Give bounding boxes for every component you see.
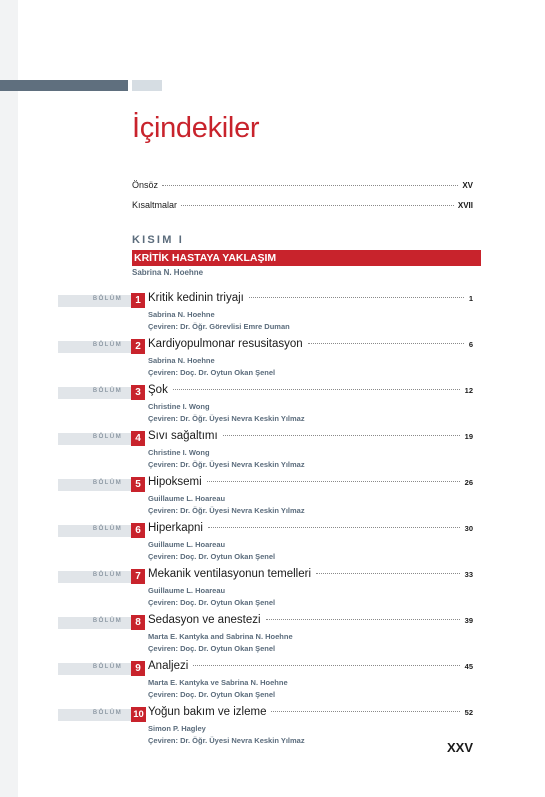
chapter-word: BÖLÜM — [93, 480, 123, 486]
chapter-author: Marta E. Kantyka and Sabrina N. Hoehne — [148, 632, 293, 641]
chapter-author: Guillaume L. Hoareau — [148, 494, 226, 503]
chapter-number-badge: 6 — [131, 523, 145, 538]
toc-entry-label: Kısaltmalar — [132, 200, 178, 210]
leader-dots — [207, 481, 460, 482]
chapter-number-badge: 4 — [131, 431, 145, 446]
chapter-page: 33 — [464, 570, 473, 579]
chapter-author: Guillaume L. Hoareau — [148, 586, 226, 595]
part-label: KISIM I — [132, 234, 185, 246]
chapter-word: BÖLÜM — [93, 618, 123, 624]
leader-dots — [271, 711, 459, 712]
chapter-number-badge: 1 — [131, 293, 145, 308]
chapter-translator: Çeviren: Doç. Dr. Oytun Okan Şenel — [148, 552, 276, 561]
chapter-entry[interactable] — [0, 338, 545, 384]
chapter-translator: Çeviren: Dr. Öğr. Üyesi Nevra Keskin Yılmaz — [148, 414, 305, 423]
chapter-author: Marta E. Kantyka ve Sabrina N. Hoehne — [148, 678, 288, 687]
chapter-number-badge: 2 — [131, 339, 145, 354]
chapter-word: BÖLÜM — [93, 296, 123, 302]
chapter-number-badge: 3 — [131, 385, 145, 400]
leader-dots — [208, 527, 460, 528]
chapter-number-badge: 10 — [131, 707, 146, 722]
chapter-page: 12 — [464, 386, 473, 395]
chapter-entry[interactable] — [0, 292, 545, 338]
chapter-author: Christine I. Wong — [148, 448, 210, 457]
chapter-translator: Çeviren: Dr. Öğr. Üyesi Nevra Keskin Yılmaz — [148, 736, 305, 745]
chapter-number-badge: 9 — [131, 661, 145, 676]
chapter-title: Hiperkapni — [148, 522, 203, 534]
chapter-translator: Çeviren: Doç. Dr. Oytun Okan Şenel — [148, 368, 276, 377]
chapter-word: BÖLÜM — [93, 664, 123, 670]
chapter-page: 52 — [464, 708, 473, 717]
chapter-author: Guillaume L. Hoareau — [148, 540, 226, 549]
leader-dots — [266, 619, 460, 620]
chapter-word: BÖLÜM — [93, 388, 123, 394]
chapter-author: Sabrina N. Hoehne — [148, 356, 215, 365]
part-author: Sabrina N. Hoehne — [132, 268, 204, 277]
chapter-author: Christine I. Wong — [148, 402, 210, 411]
chapter-entry[interactable] — [0, 614, 545, 660]
chapter-title: Şok — [148, 384, 168, 396]
chapter-translator: Çeviren: Dr. Öğr. Üyesi Nevra Keskin Yılmaz — [148, 460, 305, 469]
header-bar-dark — [0, 80, 128, 91]
chapter-entry[interactable] — [0, 568, 545, 614]
chapter-entry[interactable] — [0, 430, 545, 476]
leader-dots — [181, 205, 454, 206]
chapter-title: Analjezi — [148, 660, 189, 672]
chapter-title: Mekanik ventilasyonun temelleri — [148, 568, 311, 580]
chapter-word: BÖLÜM — [93, 710, 123, 716]
chapter-translator: Çeviren: Dr. Öğr. Üyesi Nevra Keskin Yılmaz — [148, 506, 305, 515]
chapter-word: BÖLÜM — [93, 434, 123, 440]
chapter-translator: Çeviren: Dr. Öğr. Görevlisi Emre Duman — [148, 322, 290, 331]
chapter-title: Hipoksemi — [148, 476, 202, 488]
chapter-title: Sedasyon ve anestezi — [148, 614, 261, 626]
leader-dots — [173, 389, 460, 390]
leader-dots — [316, 573, 460, 574]
toc-entry-label: Önsöz — [132, 180, 159, 190]
chapter-translator: Çeviren: Doç. Dr. Oytun Okan Şenel — [148, 598, 276, 607]
chapter-page: 1 — [468, 294, 473, 303]
leader-dots — [223, 435, 460, 436]
chapter-translator: Çeviren: Doç. Dr. Oytun Okan Şenel — [148, 690, 276, 699]
page-number: XXV — [447, 740, 474, 755]
chapter-entry[interactable] — [0, 384, 545, 430]
toc-entry-preface[interactable] — [132, 180, 473, 194]
chapter-word: BÖLÜM — [93, 526, 123, 532]
chapter-word: BÖLÜM — [93, 572, 123, 578]
header-bar-light — [132, 80, 162, 91]
chapter-number-badge: 8 — [131, 615, 145, 630]
chapter-word: BÖLÜM — [93, 342, 123, 348]
chapter-title: Kritik kedinin triyajı — [148, 292, 244, 304]
part-title[interactable]: KRİTİK HASTAYA YAKLAŞIM — [132, 250, 481, 266]
chapter-page: 30 — [464, 524, 473, 533]
leader-dots — [193, 665, 459, 666]
chapter-page: 39 — [464, 616, 473, 625]
chapter-page: 19 — [464, 432, 473, 441]
chapter-page: 45 — [464, 662, 473, 671]
chapter-author: Sabrina N. Hoehne — [148, 310, 215, 319]
leader-dots — [249, 297, 464, 298]
chapter-page: 6 — [468, 340, 473, 349]
page-title: İçindekiler — [132, 112, 260, 144]
chapter-title: Sıvı sağaltımı — [148, 430, 218, 442]
toc-entry-page: XVII — [457, 201, 473, 210]
chapter-title: Yoğun bakım ve izleme — [148, 706, 267, 718]
chapter-entry[interactable] — [0, 522, 545, 568]
chapter-translator: Çeviren: Doç. Dr. Oytun Okan Şenel — [148, 644, 276, 653]
chapter-title: Kardiyopulmonar resusitasyon — [148, 338, 303, 350]
leader-dots — [308, 343, 464, 344]
toc-entry-page: XV — [462, 181, 473, 190]
chapter-number-badge: 7 — [131, 569, 145, 584]
toc-entry-abbreviations[interactable] — [132, 200, 473, 214]
chapter-entry[interactable] — [0, 476, 545, 522]
chapter-page: 26 — [464, 478, 473, 487]
chapter-number-badge: 5 — [131, 477, 145, 492]
chapter-author: Simon P. Hagley — [148, 724, 206, 733]
chapter-entry[interactable] — [0, 660, 545, 706]
leader-dots — [162, 185, 458, 186]
